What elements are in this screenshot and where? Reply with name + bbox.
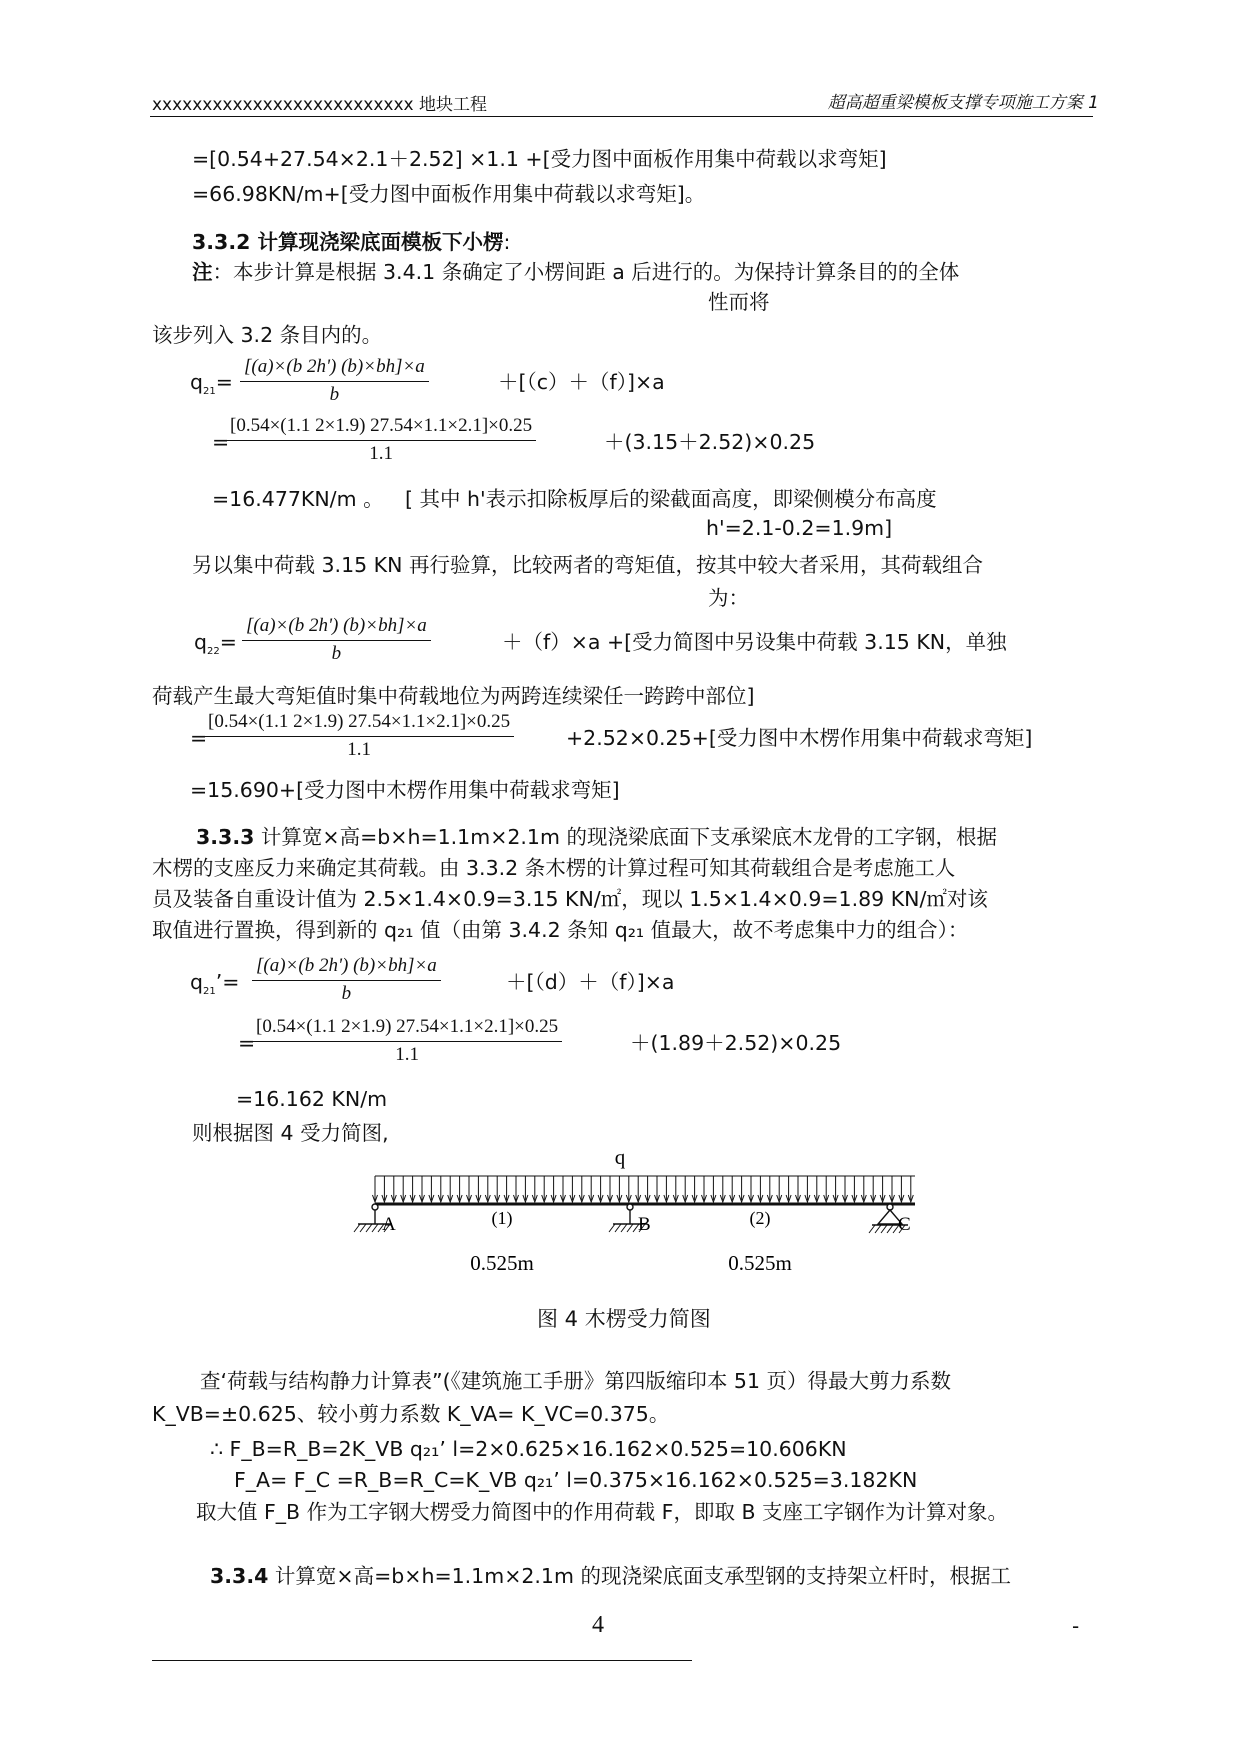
- text-line: 取大值 F_B 作为工字钢大楞受力简图中的作用荷载 F，即取 B 支座工字钢作为计算对象。: [196, 1500, 1009, 1524]
- text-line: F_A= F_C =R_B=R_C=K_VB q₂₁’ l=0.375×16.162×0.525=3.182KN: [234, 1468, 918, 1492]
- footer-dash: -: [1072, 1614, 1080, 1638]
- alt-text: 另以集中荷载 3.15 KN 再行验算，比较两者的弯矩值，按其中较大者采用，其荷载组合: [192, 553, 983, 577]
- text-line: =[0.54+27.54×2.1＋2.52] ×1.1 +[受力图中面板作用集中荷载以求弯矩]: [192, 147, 887, 171]
- header-right: 超高超重梁模板支撑专项施工方案 1: [827, 93, 1099, 113]
- formula-fraction: $\frac{[(a)\times(b 2h') (b)\times bh]\times a}{b}$: [252, 954, 441, 1007]
- note-line: 注：本步计算是根据 3.4.1 条确定了小楞间距 a 后进行的。为保持计算条目的的全体: [192, 260, 960, 284]
- span1-label: (1): [491, 1208, 513, 1228]
- support-c-label: C: [898, 1214, 911, 1235]
- formula-tail: ＋[（d）＋（f）]×a: [506, 970, 675, 994]
- calc-tail: ＋(1.89＋2.52)×0.25: [630, 1031, 842, 1055]
- header-rule: [150, 116, 1093, 117]
- q21-result: =16.477KN/m 。: [212, 487, 384, 511]
- diagram-intro: 则根据图 4 受力简图,: [192, 1121, 389, 1145]
- text-line: =66.98KN/m+[受力图中面板作用集中荷载以求弯矩]。: [192, 182, 706, 206]
- text-line: 木楞的支座反力来确定其荷载。由 3.3.2 条木楞的计算过程可知其荷载组合是考虑施工人: [152, 856, 956, 880]
- q21-label: $q_{21}=$: [190, 370, 233, 398]
- header-left: xxxxxxxxxxxxxxxxxxxxxxxxxx 地块工程: [152, 95, 487, 115]
- span2-length: 0.525m: [728, 1251, 792, 1275]
- numeric-fraction: $\frac{[0.54\times(1.1 2\times 1.9) 27.54\times 1.1\times 2.1]\times 0.25}{1.1}$: [204, 710, 514, 763]
- page-number: 4: [592, 1612, 604, 1638]
- section-334-line: 3.3.4 计算宽×高=b×h=1.1m×2.1m 的现浇梁底面支承型钢的支持架立杆时，根据工: [210, 1564, 1011, 1588]
- alt-text2: 为：: [708, 586, 749, 610]
- span1-length: 0.525m: [470, 1251, 534, 1275]
- q22-label: $q_{22}=$: [194, 630, 237, 658]
- q22-calc-tail: +2.52×0.25+[受力图中木楞作用集中荷载求弯矩]: [566, 726, 1033, 750]
- text-line: 查‘荷载与结构静力计算表”(《建筑施工手册》第四版缩印本 51 页）得最大剪力系数: [200, 1369, 952, 1393]
- formula-tail: ＋[（c）＋（f）]×a: [498, 370, 665, 394]
- q22-result: =15.690+[受力图中木楞作用集中荷载求弯矩]: [190, 778, 620, 802]
- numeric-fraction: $\frac{[0.54\times(1.1 2\times 1.9) 27.54\times 1.1\times 2.1]\times 0.25}{1.1}$: [226, 414, 536, 467]
- support-b-label: B: [638, 1214, 651, 1235]
- numeric-fraction: $\frac{[0.54\times(1.1 2\times 1.9) 27.54\times 1.1\times 2.1]\times 0.25}{1.1}$: [252, 1015, 562, 1068]
- q21p-result: =16.162 KN/m: [236, 1087, 388, 1111]
- span2-label: (2): [749, 1208, 771, 1228]
- footer-rule: [152, 1660, 692, 1661]
- formula-fraction: $\frac{[(a)\times(b 2h') (b)\times bh]\times a}{b}$: [240, 355, 429, 408]
- note-cont: 该步列入 3.2 条目内的。: [152, 323, 383, 347]
- load-label: q: [614, 1148, 626, 1169]
- eq-sign: =: [238, 1031, 256, 1055]
- q22-cont: 荷载产生最大弯矩值时集中荷载地位为两跨连续梁任一跨跨中部位]: [152, 684, 755, 708]
- text-line: 员及装备自重设计值为 2.5×1.4×0.9=3.15 KN/㎡，现以 1.5×1.4×0.9=1.89 KN/㎡对该: [152, 887, 988, 911]
- formula-fraction: $\frac{[(a)\times(b 2h') (b)\times bh]\times a}{b}$: [242, 614, 431, 667]
- text-line: ∴ F_B=R_B=2K_VB q₂₁’ l=2×0.625×16.162×0.525=10.606KN: [210, 1437, 847, 1461]
- q22-tail: ＋（f）×a +[受力简图中另设集中荷载 3.15 KN，单独: [502, 630, 1007, 654]
- load-arrows: [373, 1176, 914, 1202]
- section-333-line: 3.3.3 计算宽×高=b×h=1.1m×2.1m 的现浇梁底面下支承梁底木龙骨的工字钢，根据: [196, 825, 997, 849]
- support-a-label: A: [382, 1214, 396, 1235]
- text-line: K_VB=±0.625、较小剪力系数 K_VA= K_VC=0.375。: [152, 1402, 670, 1426]
- calc-tail: ＋(3.15＋2.52)×0.25: [604, 430, 816, 454]
- text-line: 取值进行置换，得到新的 q₂₁ 值（由第 3.4.2 条知 q₂₁ 值最大，故不考虑集中力的组合）：: [152, 918, 969, 942]
- eq-sign: =: [212, 430, 230, 454]
- q21-note2: h'=2.1-0.2=1.9m]: [706, 516, 893, 540]
- section-heading-332: 3.3.2 计算现浇梁底面模板下小楞:: [192, 230, 511, 254]
- q21-note: [ 其中 h'表示扣除板厚后的梁截面高度，即梁侧模分布高度: [405, 487, 937, 511]
- figure-caption: 图 4 木楞受力简图: [537, 1307, 711, 1331]
- eq-sign: =: [190, 726, 208, 750]
- note-cont: 性而将: [708, 290, 770, 314]
- beam-diagram: [350, 1148, 950, 1288]
- q21p-label: $q_{21}’=$: [190, 970, 240, 998]
